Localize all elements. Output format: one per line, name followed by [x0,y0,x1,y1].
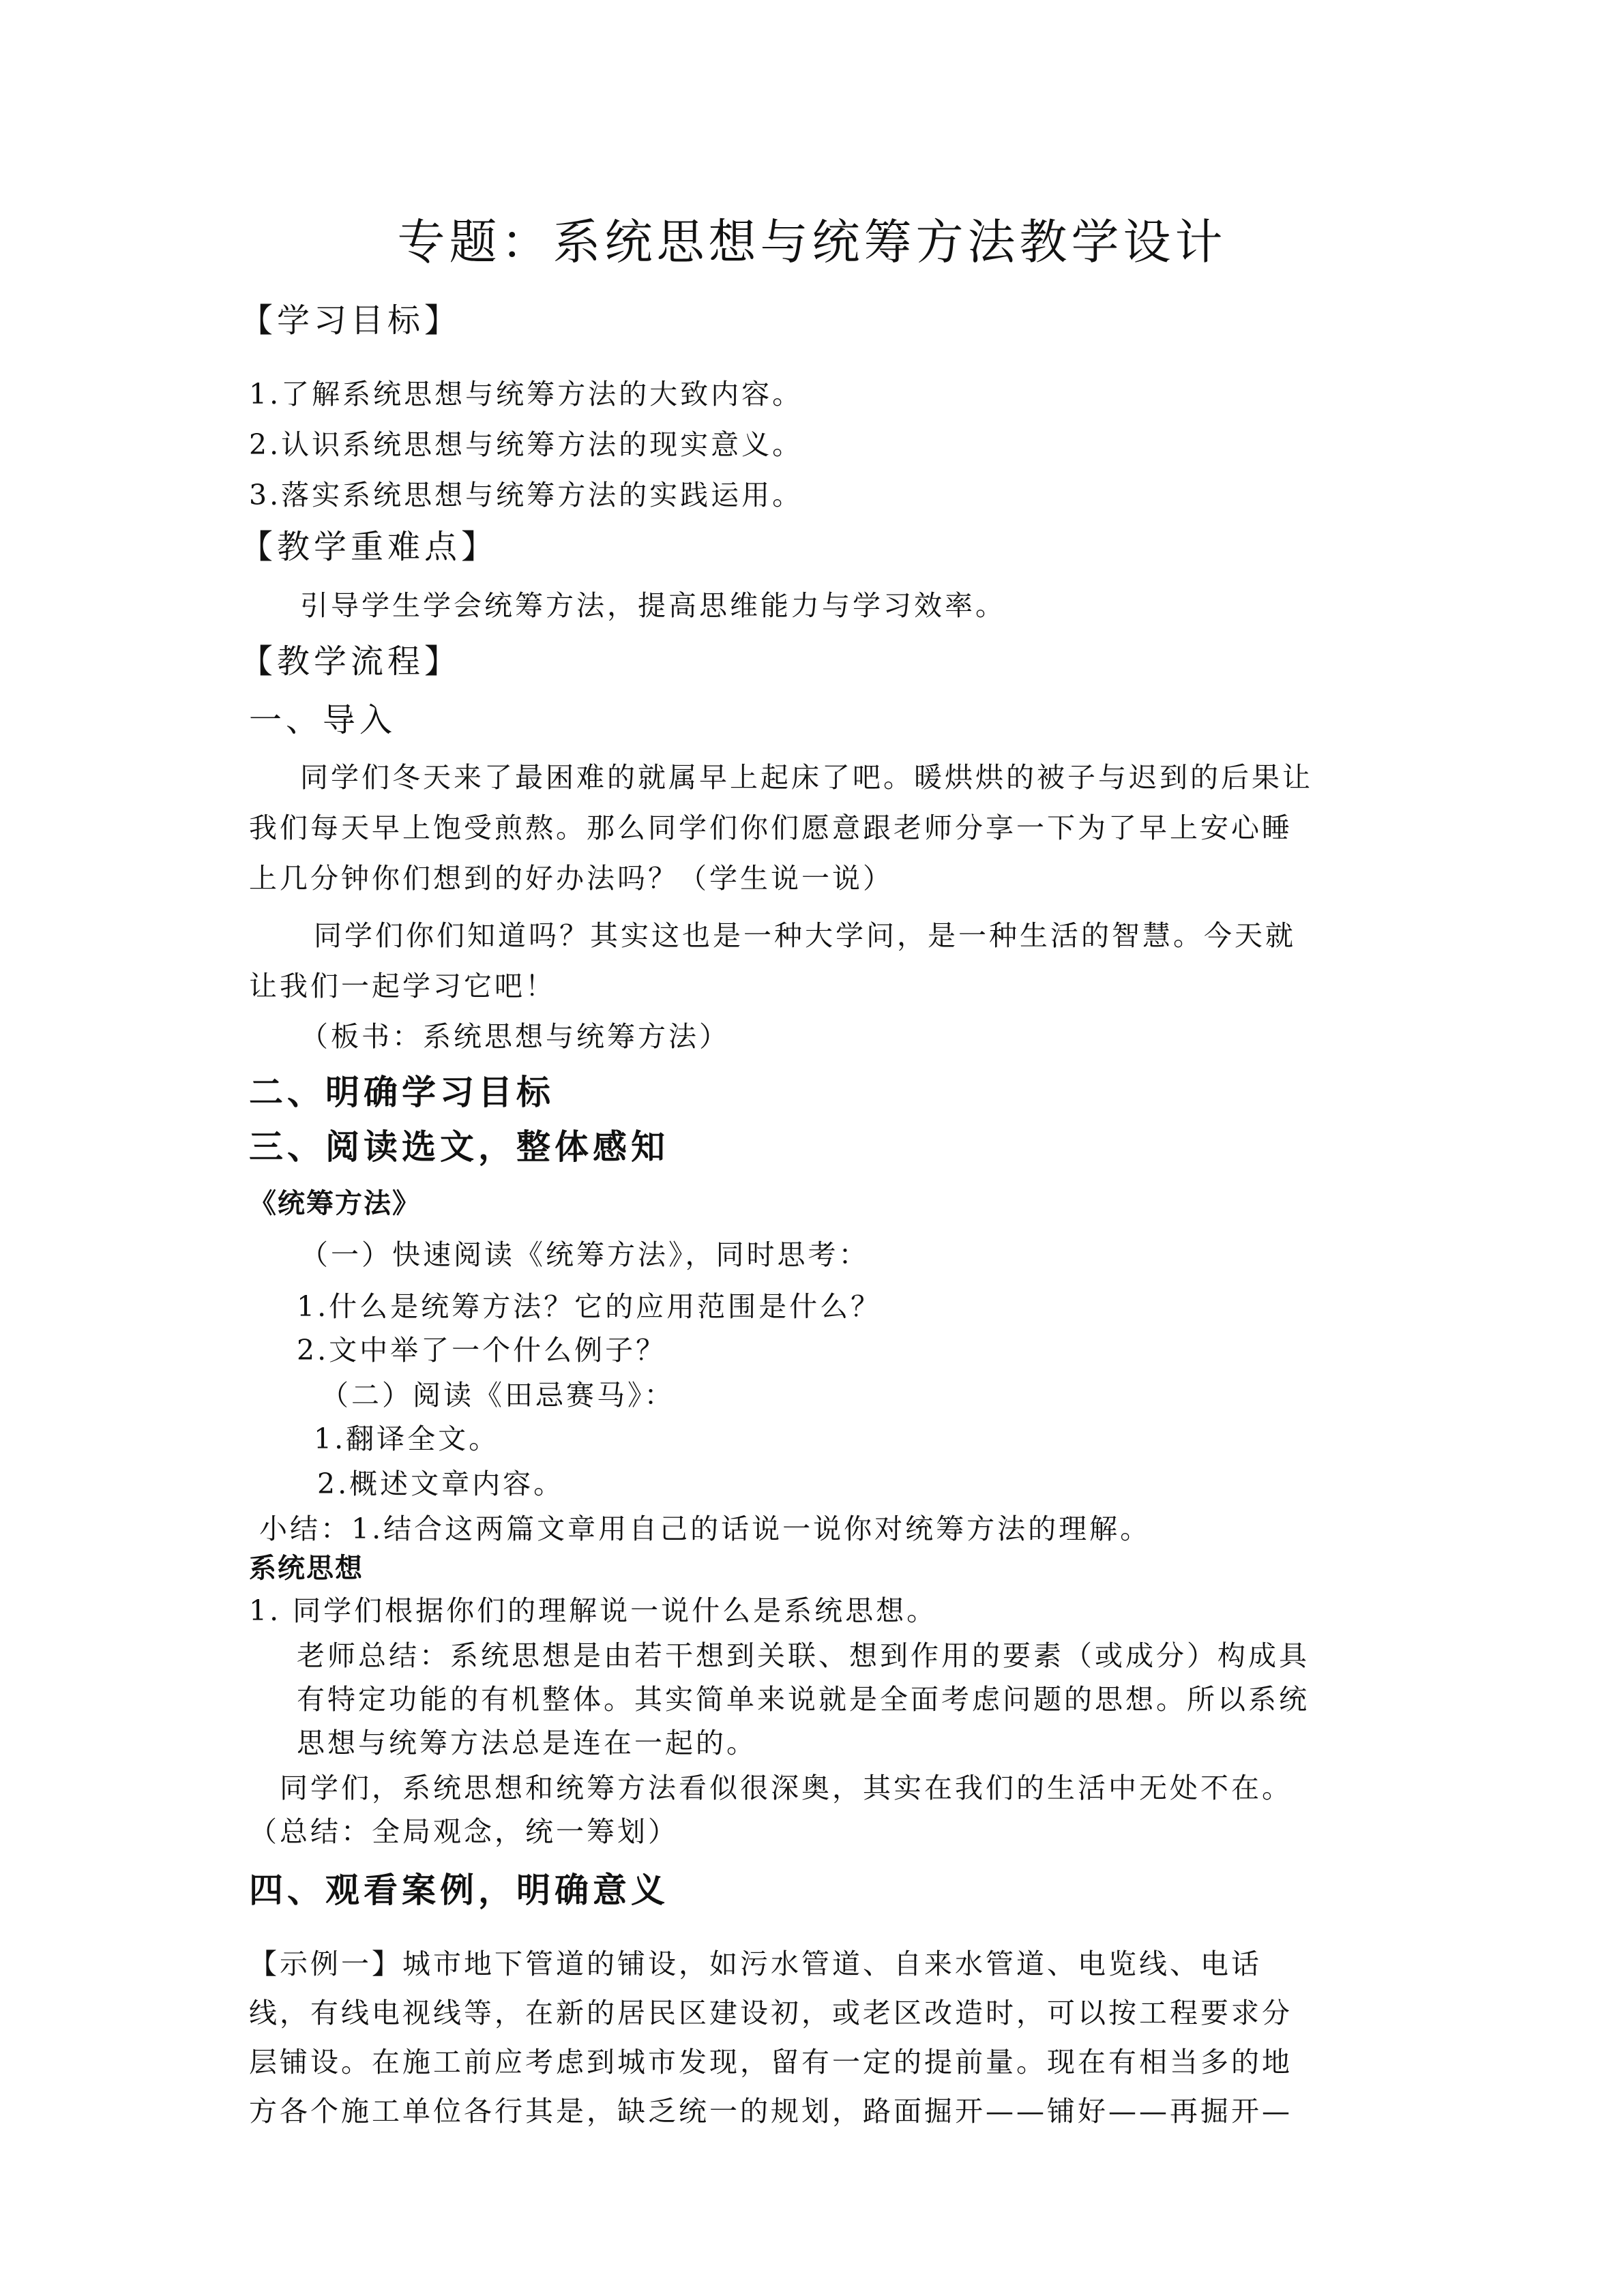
key-points-heading: 【教学重难点】 [240,528,499,566]
reading-task-line: 1.什么是统筹方法？它的应用范围是什么？ [297,1290,882,1323]
xitong-line: 同学们，系统思想和统筹方法看似很深奥，其实在我们的生活中无处不在。 [280,1772,1293,1804]
example-line [249,1943,1262,1984]
xitong-line: 有特定功能的有机整体。其实简单来说就是全面考虑问题的思想。所以系统 [297,1683,1310,1716]
xitong-heading: 系统思想 [249,1552,364,1584]
learning-goals-heading: 【学习目标】 [240,301,462,340]
example-line: 方各个施工单位各行其是，缺乏统一的规划，路面掘开——铺好——再掘开— [249,2095,1293,2128]
goal-item: 1.了解系统思想与统筹方法的大致内容。 [249,378,803,411]
section-four-heading: 四、观看案例，明确意义 [249,1870,669,1910]
key-points-text: 引导学生学会统筹方法，提高思维能力与学习效率。 [300,589,1006,622]
example-text: 城市地下管道的铺设，如污水管道、自来水管道、电览线、电话 [402,1948,1262,1980]
page-title: 专题：系统思想与统筹方法教学设计 [397,214,1227,270]
intro-paragraph-line: 让我们一起学习它吧！ [249,970,556,1002]
xitong-line: 思想与统筹方法总是连在一起的。 [297,1727,757,1759]
tongchou-heading: 《统筹方法》 [249,1187,421,1219]
goal-item: 2.认识系统思想与统筹方法的现实意义。 [249,428,803,461]
section-three-heading: 三、阅读选文，整体感知 [249,1127,669,1167]
section-two-heading: 二、明确学习目标 [249,1072,555,1112]
intro-paragraph-line: 同学们你们知道吗？其实这也是一种大学问，是一种生活的智慧。今天就 [314,919,1296,952]
xitong-line: 1. 同学们根据你们的理解说一说什么是系统思想。 [249,1594,938,1627]
xitong-line: 老师总结：系统思想是由若干想到关联、想到作用的要素（或成分）构成具 [297,1639,1310,1672]
intro-paragraph-line: 同学们冬天来了最困难的就属早上起床了吧。暖烘烘的被子与迟到的后果让 [300,761,1313,794]
reading-task-line: 1.翻译全文。 [314,1422,500,1455]
reading-task-line: （一）快速阅读《统筹方法》，同时思考： [300,1238,870,1271]
teaching-process-heading: 【教学流程】 [240,642,462,681]
goal-item: 3.落实系统思想与统筹方法的实践运用。 [249,479,803,511]
intro-heading: 一、导入 [249,701,397,739]
example-label: 【示例一】 [249,1948,402,1980]
summary-line: 小结：1.结合这两篇文章用自己的话说一说你对统筹方法的理解。 [259,1512,1151,1545]
example-line: 线，有线电视线等，在新的居民区建设初，或老区改造时，可以按工程要求分 [249,1997,1293,2029]
example-line: 层铺设。在施工前应考虑到城市发现，留有一定的提前量。现在有相当多的地 [249,2046,1293,2078]
reading-task-line: （二）阅读《田忌赛马》： [321,1379,675,1412]
reading-task-line: 2.概述文章内容。 [317,1467,565,1500]
xitong-line: （总结：全局观念，统一筹划） [249,1815,679,1848]
reading-task-line: 2.文中举了一个什么例子？ [297,1334,667,1367]
intro-paragraph-line: 上几分钟你们想到的好办法吗？（学生说一说） [249,862,894,895]
board-writing-note: （板书：系统思想与统筹方法） [300,1020,730,1053]
intro-paragraph-line: 我们每天早上饱受煎熬。那么同学们你们愿意跟老师分享一下为了早上安心睡 [249,811,1293,844]
